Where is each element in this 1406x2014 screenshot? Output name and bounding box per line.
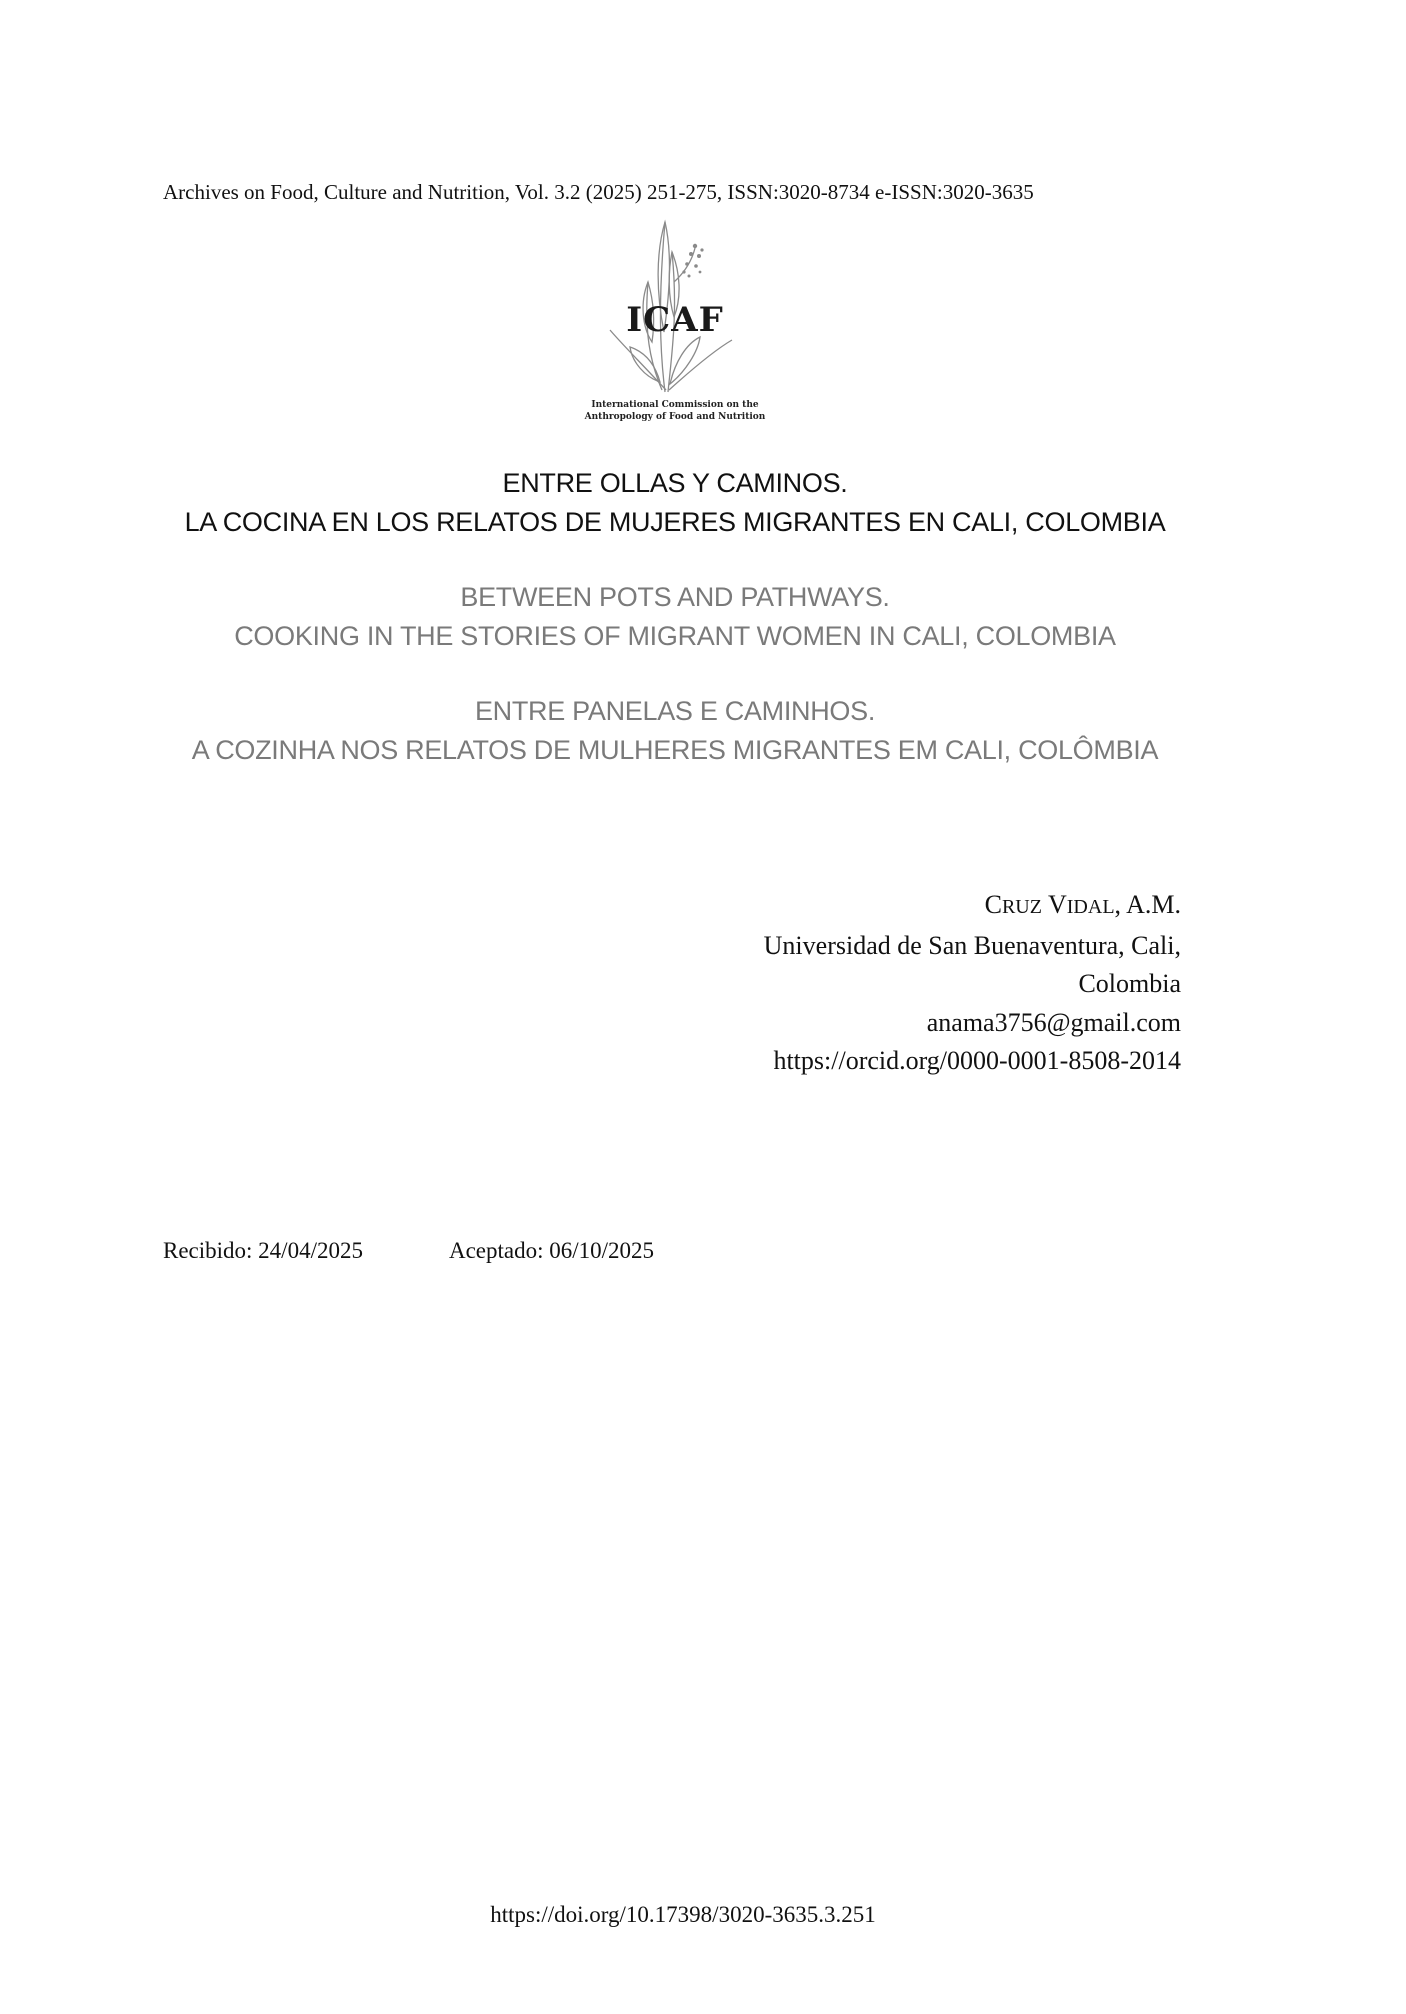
title-spanish-line2: LA COCINA EN LOS RELATOS DE MUJERES MIGRANTES EN CALI, COLOMBIA <box>184 507 1166 537</box>
title-portuguese-line1: ENTRE PANELAS E CAMINHOS. <box>474 696 876 726</box>
logo-caption <box>560 399 790 423</box>
received-date: Recibido: 24/04/2025 <box>163 1238 363 1263</box>
author-orcid-link[interactable]: https://orcid.org/0000-0001-8508-2014 <box>773 1046 1181 1075</box>
author-name-initial-2: V <box>1047 890 1067 919</box>
author-affiliation-line2: Colombia <box>1078 969 1181 998</box>
logo-text: ICAF <box>626 300 724 340</box>
journal-header: Archives on Food, Culture and Nutrition, Vol. 3.2 (2025) 251-275, ISSN:3020-8734 e-ISSN:3020-3635 <box>163 180 1034 204</box>
logo-caption-line1: International Commission on the <box>591 400 759 410</box>
title-portuguese-line2: A COZINHA NOS RELATOS DE MULHERES MIGRANTES EM CALI, COLÔMBIA <box>191 735 1159 765</box>
author-name-initial-1: C <box>984 890 1002 919</box>
title-spanish <box>100 464 1250 542</box>
author-name <box>764 886 1181 927</box>
author-affiliation-line1: Universidad de San Buenaventura, Cali, <box>763 930 1181 960</box>
logo-caption-line2: Anthropology of Food and Nutrition <box>584 412 766 422</box>
author-name-rest-2: IDAL <box>1066 896 1115 918</box>
title-english-line1: BETWEEN POTS AND PATHWAYS. <box>460 582 890 612</box>
title-spanish-line1: ENTRE OLLAS Y CAMINOS. <box>502 468 848 498</box>
title-english <box>100 578 1250 656</box>
author-name-rest-1: RUZ <box>1001 896 1042 918</box>
title-english-line2: COOKING IN THE STORIES OF MIGRANT WOMEN IN CALI, COLOMBIA <box>234 621 1116 651</box>
doi-link[interactable]: https://doi.org/10.17398/3020-3635.3.251 <box>490 1902 876 1927</box>
title-portuguese <box>100 692 1250 770</box>
author-block <box>764 886 1181 1081</box>
icaf-logo <box>560 212 790 432</box>
submission-dates <box>163 1238 654 1264</box>
author-initials: , A.M. <box>1114 890 1181 919</box>
accepted-date: Aceptado: 06/10/2025 <box>448 1238 655 1263</box>
author-email[interactable]: anama3756@gmail.com <box>926 1007 1181 1037</box>
